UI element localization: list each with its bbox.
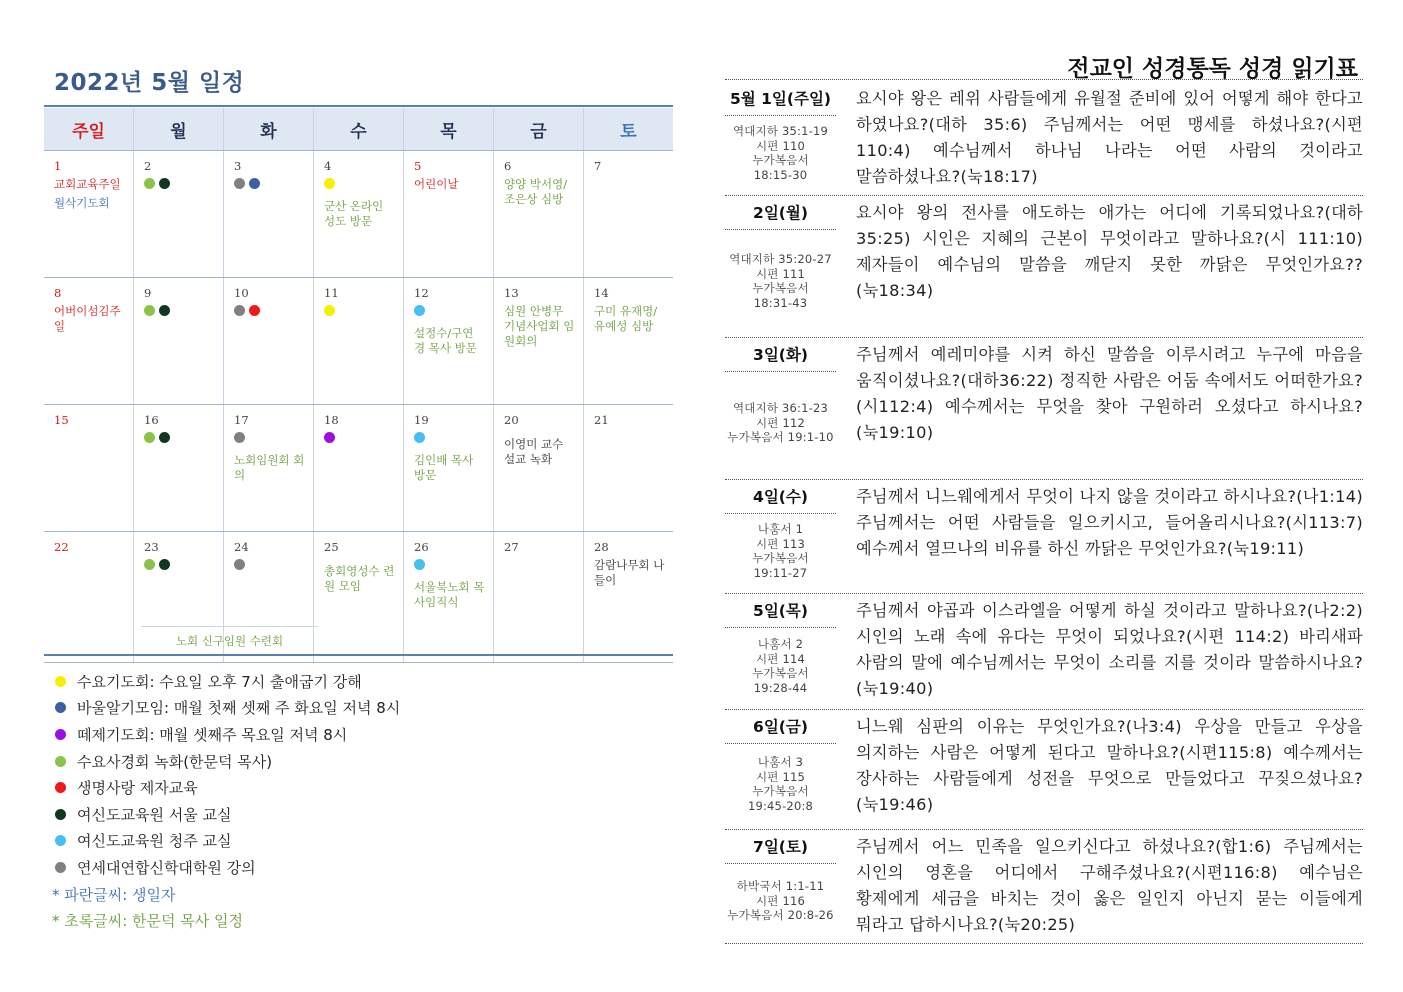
reading-ref: 시편 112 — [755, 415, 806, 430]
span-event: 노회 신구임원 수련회 — [141, 626, 318, 655]
reading-date: 7일(토) — [725, 835, 836, 864]
event-dot — [249, 178, 260, 189]
calendar-day-cell — [404, 405, 494, 531]
legend-label: 수요기도회: 수요일 오후 7시 출애굽기 강해 — [77, 672, 362, 691]
day-number: 28 — [594, 540, 609, 554]
day-number: 21 — [594, 413, 609, 427]
reading-date: 6일(금) — [725, 715, 836, 744]
reading-questions: 니느웨 심판의 이유는 무엇인가요?(나3:4) 우상을 만들고 우상을 의지하는 사람은 어떻게 된다고 말하나요?(시편115:8) 예수께서는 장사하는 사람들에게 성전을 무엇으로 만들었다고 꾸짖으셨나요?(눅19:46) — [856, 717, 1363, 814]
calendar-event: 이영미 교수 설교 녹화 — [504, 437, 564, 466]
event-dots — [324, 305, 403, 316]
reading-plan-list — [725, 82, 1363, 944]
calendar-event: 어린이날 — [414, 177, 459, 191]
event-dots — [414, 305, 493, 316]
day-number: 5 — [414, 159, 422, 173]
event-dot — [234, 559, 245, 570]
event-dot — [234, 305, 245, 316]
reading-ref: 누가복음서 — [752, 153, 809, 167]
reading-ref: 19:45-20:8 — [747, 798, 814, 813]
reading-ref: 역대지하 35:1-19 — [732, 124, 829, 138]
calendar-day-cell — [584, 151, 673, 277]
legend-label: 바울알기모임: 매월 첫째 셋째 주 화요일 저녁 8시 — [77, 699, 401, 718]
calendar-event: 어버이섬김주일 — [54, 304, 121, 333]
reading-ref: 19:11-27 — [753, 565, 808, 580]
day-number: 13 — [504, 286, 519, 300]
legend-label: 여신도교육원 서울 교실 — [77, 805, 232, 824]
calendar-day-cell — [584, 278, 673, 404]
calendar-day-cell — [134, 405, 224, 531]
calendar-event: 총회영성수 련원 모임 — [324, 564, 395, 593]
reading-ref: 18:31-43 — [753, 295, 808, 310]
event-dot — [414, 559, 425, 570]
event-dots — [144, 178, 223, 189]
weekday-monday: 월 — [134, 108, 224, 150]
day-number: 16 — [144, 413, 159, 427]
day-number: 3 — [234, 159, 242, 173]
calendar-event: 교회교육주일 — [54, 177, 121, 191]
event-dots — [144, 305, 223, 316]
reading-ref: 시편 115 — [755, 769, 806, 784]
day-number: 7 — [594, 159, 602, 173]
legend-dot-icon — [55, 702, 66, 713]
reading-entry-meta — [725, 338, 842, 479]
event-dots — [234, 432, 313, 443]
calendar-day-cell — [314, 405, 404, 531]
reading-entry-meta — [725, 594, 842, 709]
reading-entry — [725, 710, 1363, 830]
calendar-day-cell — [44, 532, 134, 662]
calendar-day-cell — [224, 405, 314, 531]
day-number: 6 — [504, 159, 512, 173]
reading-entry — [725, 82, 1363, 196]
reading-ref: 누가복음서 — [752, 551, 809, 565]
reading-refs — [725, 372, 842, 474]
legend-dot-icon — [55, 835, 66, 846]
day-number: 25 — [324, 540, 339, 554]
reading-ref: 하박국서 1:1-11 — [736, 879, 825, 894]
reading-entry-meta — [725, 82, 842, 195]
reading-entry — [725, 480, 1363, 594]
weekday-header — [44, 108, 673, 151]
weekday-sunday: 주일 — [44, 108, 134, 150]
event-dot — [324, 305, 335, 316]
day-number: 23 — [144, 540, 159, 554]
weekday-tuesday: 화 — [224, 108, 314, 150]
calendar-day-cell — [44, 151, 134, 277]
divider — [44, 654, 673, 656]
reading-ref: 누가복음서 19:1-10 — [727, 430, 834, 445]
legend-item — [52, 748, 400, 775]
legend-dot-icon — [55, 729, 66, 740]
legend-item — [52, 854, 400, 881]
reading-date: 3일(화) — [725, 343, 836, 372]
reading-ref: 역대지하 35:20-27 — [729, 252, 832, 266]
legend-dot-icon — [55, 862, 66, 873]
weekday-saturday: 토 — [620, 121, 637, 142]
calendar-grid — [44, 108, 673, 663]
calendar-event: 구미 유재명/ 유예성 심방 — [594, 304, 658, 333]
reading-entry-meta — [725, 710, 842, 829]
reading-ref: 역대지하 36:1-23 — [732, 401, 829, 416]
legend-item — [52, 801, 400, 828]
calendar-day-cell — [404, 151, 494, 277]
reading-entry-meta — [725, 480, 842, 593]
event-dot — [144, 559, 155, 570]
calendar-event: 월삭기도회 — [54, 196, 110, 210]
reading-ref: 시편 116 — [755, 893, 806, 908]
reading-ref: 누가복음서 — [752, 666, 809, 680]
calendar-day-cell — [44, 405, 134, 531]
calendar-event: 설정수/구연 경 목사 방문 — [414, 326, 477, 355]
event-dots — [234, 559, 313, 570]
legend-label: 떼제기도회: 매월 셋째주 목요일 저녁 8시 — [77, 725, 348, 744]
day-number: 1 — [54, 159, 62, 173]
note-blue: * 파란글씨: 생일자 — [52, 885, 176, 904]
event-dots — [414, 432, 493, 443]
event-dots — [144, 432, 223, 443]
calendar-day-cell — [44, 278, 134, 404]
reading-questions: 요시야 왕은 레위 사람들에게 유월절 준비에 있어 어떻게 해야 한다고 하였나요?(대하 35:6) 주님께서는 어떤 맹세를 하셨나요?(시편 110:4) 예수님께서 하나님 나라는 어떤 사람의 것이라고 말씀하셨나요?(눅18:17) — [856, 89, 1363, 186]
reading-entry — [725, 594, 1363, 710]
reading-ref: 누가복음서 — [752, 281, 809, 295]
legend-dot-icon — [55, 782, 66, 793]
event-dots — [414, 559, 493, 570]
calendar-event: 서울북노회 목사임직식 — [414, 580, 485, 609]
calendar-day-cell — [224, 151, 314, 277]
weekday-thursday: 목 — [404, 108, 494, 150]
reading-entry — [725, 338, 1363, 480]
calendar-event: 군산 온라인 성도 방문 — [324, 199, 384, 228]
calendar-day-cell — [494, 151, 584, 277]
day-number: 14 — [594, 286, 609, 300]
reading-ref: 시편 110 — [755, 138, 806, 153]
calendar-event: 노회임원회 회의 — [234, 453, 305, 482]
day-number: 4 — [324, 159, 332, 173]
day-number: 19 — [414, 413, 429, 427]
reading-entry-meta — [725, 830, 842, 943]
calendar-day-cell — [494, 405, 584, 531]
calendar-week — [44, 151, 673, 278]
event-dot — [144, 178, 155, 189]
event-dot — [159, 559, 170, 570]
calendar-event: 양양 박서영/ 조은상 심방 — [504, 177, 568, 206]
calendar-event: 김인배 목사 방문 — [414, 453, 474, 482]
reading-questions: 주님께서 야곱과 이스라엘을 어떻게 하실 것이라고 말하나요?(나2:2) 시인의 노래 속에 유다는 무엇이 되었나요?(시편 114:2) 바리새파 사람의 말에 예수님께서는 무엇이 소리를 지를 것이라 말씀하시나요?(눅19:40) — [856, 601, 1363, 698]
day-number: 24 — [234, 540, 249, 554]
legend-dot-icon — [55, 756, 66, 767]
reading-refs — [725, 864, 842, 938]
legend — [52, 668, 400, 934]
legend-item — [52, 668, 400, 695]
reading-date: 4일(수) — [725, 485, 836, 514]
reading-refs — [725, 514, 842, 588]
legend-label: 생명사랑 제자교육 — [77, 779, 198, 798]
calendar-day-cell — [584, 532, 673, 662]
event-dot — [159, 432, 170, 443]
day-number: 18 — [324, 413, 339, 427]
reading-questions: 주님께서 어느 민족을 일으키신다고 하셨나요?(합1:6) 주님께서는 시인의 영혼을 어디에서 구해주셨나요?(시편116:8) 예수님은 황제에게 세금을 바치는 것이 옳은 일인지 아닌지 묻는 이들에게 뭐라고 답하시나요?(눅20:25) — [856, 837, 1363, 934]
calendar-day-cell — [494, 278, 584, 404]
event-dot — [324, 432, 335, 443]
reading-ref: 시편 113 — [755, 536, 806, 551]
day-number: 20 — [504, 413, 519, 427]
day-number: 9 — [144, 286, 152, 300]
legend-dot-icon — [55, 676, 66, 687]
calendar-event: 심원 안병무 기념사업회 임원회의 — [504, 304, 575, 348]
calendar-day-cell — [314, 278, 404, 404]
reading-ref: 누가복음서 20:8-26 — [727, 908, 834, 923]
reading-ref: 나훔서 1 — [757, 522, 804, 536]
day-number: 15 — [54, 413, 69, 427]
reading-ref: 나훔서 2 — [757, 637, 804, 651]
day-number: 22 — [54, 540, 69, 554]
legend-item — [52, 695, 400, 722]
calendar-title: 2022년 5월 일정 — [54, 70, 245, 96]
reading-refs — [725, 116, 842, 190]
event-dot — [234, 432, 245, 443]
legend-item — [52, 774, 400, 801]
event-dot — [144, 432, 155, 443]
event-dot — [414, 305, 425, 316]
calendar-day-cell — [404, 278, 494, 404]
legend-dot-icon — [55, 809, 66, 820]
event-dots — [324, 178, 403, 189]
divider — [44, 105, 673, 107]
reading-refs — [725, 628, 842, 704]
reading-ref: 18:15-30 — [753, 167, 808, 182]
reading-ref: 19:28-44 — [753, 680, 808, 695]
calendar-day-cell — [494, 532, 584, 662]
note-green: * 초록글씨: 한문덕 목사 일정 — [52, 912, 244, 931]
calendar-day-cell — [404, 532, 494, 662]
event-dots — [144, 559, 223, 570]
calendar-week — [44, 532, 673, 663]
reading-date: 2일(월) — [725, 201, 836, 230]
event-dots — [234, 305, 313, 316]
reading-ref: 나훔서 3 — [757, 755, 804, 769]
day-number: 12 — [414, 286, 429, 300]
divider — [725, 79, 1363, 80]
legend-item — [52, 828, 400, 855]
reading-plan-title: 전교인 성경통독 성경 읽기표 — [1067, 56, 1358, 82]
reading-questions: 주님께서 예레미야를 시켜 하신 말씀을 이루시려고 누구에 마음을 움직이셨나요?(대하36:22) 정직한 사람은 어둠 속에서도 어떠한가요?(시112:4) 예수께서는 무엇을 찾아 구원하러 오셨다고 하시나요?(눅19:10) — [856, 345, 1363, 442]
reading-refs — [725, 230, 842, 332]
event-dots — [324, 432, 403, 443]
calendar-event: 감람나무회 나들이 — [594, 558, 665, 587]
event-dots — [234, 178, 313, 189]
event-dot — [324, 178, 335, 189]
weekday-wednesday: 수 — [314, 108, 404, 150]
reading-questions: 주님께서 니느웨에게서 무엇이 나지 않을 것이라고 하시나요?(나1:14) 주님께서는 어떤 사람들을 일으키시고, 들어올리시나요?(시113:7) 예수께서 열므나의 비유를 하신 까닭은 무엇인가요?(눅19:11) — [856, 487, 1363, 558]
reading-entry — [725, 196, 1363, 338]
reading-date: 5월 1일(주일) — [725, 87, 836, 116]
calendar-day-cell — [584, 405, 673, 531]
reading-entry-meta — [725, 196, 842, 337]
legend-label: 여신도교육원 청주 교실 — [77, 832, 232, 851]
event-dot — [234, 178, 245, 189]
reading-refs — [725, 744, 842, 824]
legend-label: 수요사경회 녹화(한문덕 목사) — [77, 752, 273, 771]
legend-label: 연세대연합신학대학원 강의 — [77, 858, 256, 877]
event-dot — [249, 305, 260, 316]
day-number: 11 — [324, 286, 339, 300]
day-number: 2 — [144, 159, 152, 173]
calendar-day-cell — [134, 151, 224, 277]
reading-ref: 시편 114 — [755, 651, 806, 666]
day-number: 10 — [234, 286, 249, 300]
calendar-day-cell — [134, 278, 224, 404]
day-number: 17 — [234, 413, 249, 427]
day-number: 27 — [504, 540, 519, 554]
legend-list — [52, 668, 400, 881]
reading-questions: 요시야 왕의 전사를 애도하는 애가는 어디에 기록되었나요?(대하 35:25) 시인은 지혜의 근본이 무엇이라고 말하나요?(시 111:10) 제자들이 예수님의 말씀을 깨닫지 못한 까닭은 무엇인가요??(눅18:34) — [856, 203, 1363, 300]
legend-item — [52, 721, 400, 748]
reading-date: 5일(목) — [725, 599, 836, 628]
day-number: 26 — [414, 540, 429, 554]
event-dot — [414, 432, 425, 443]
calendar-body — [44, 151, 673, 663]
reading-ref: 시편 111 — [755, 266, 806, 281]
calendar-day-cell — [224, 278, 314, 404]
weekday-friday: 금 — [494, 108, 584, 150]
event-dot — [159, 178, 170, 189]
calendar-week — [44, 405, 673, 532]
calendar-day-cell — [314, 151, 404, 277]
event-dot — [159, 305, 170, 316]
calendar-week — [44, 278, 673, 405]
reading-ref: 누가복음서 — [752, 784, 809, 798]
day-number: 8 — [54, 286, 62, 300]
calendar-day-cell — [314, 532, 404, 662]
event-dot — [144, 305, 155, 316]
reading-entry — [725, 830, 1363, 944]
